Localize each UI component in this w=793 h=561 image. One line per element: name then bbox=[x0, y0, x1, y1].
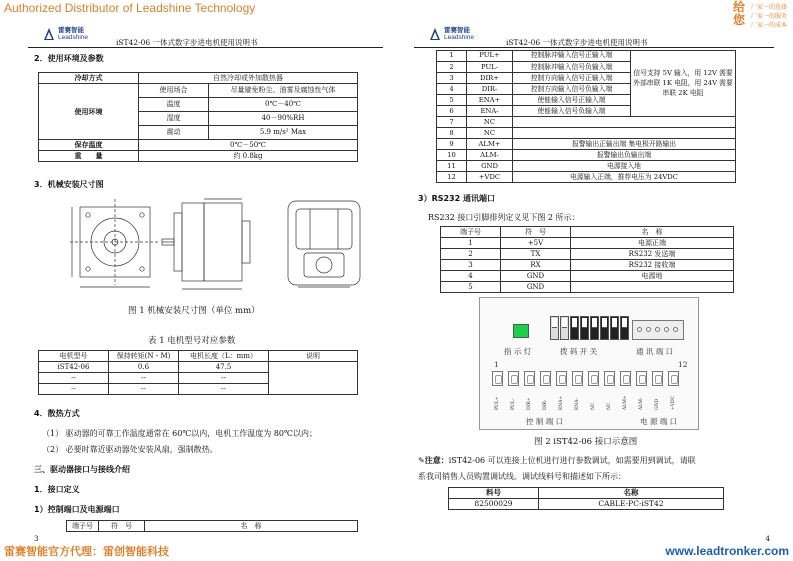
table-cell: +5V bbox=[501, 238, 571, 249]
env-label: 使用环境 bbox=[39, 84, 139, 140]
terminal-pin-label: ALM- bbox=[639, 397, 644, 410]
table-cell: 12 bbox=[437, 171, 467, 182]
table-cell: 3 bbox=[441, 260, 501, 271]
terminal-pin bbox=[588, 371, 599, 386]
motor-table bbox=[38, 350, 358, 395]
table-cell: ENA+ bbox=[467, 94, 513, 105]
cable-table bbox=[448, 487, 724, 510]
env-label: 保存温度 bbox=[39, 140, 139, 151]
env-label: 冷却方式 bbox=[39, 73, 139, 84]
terminal-pin bbox=[492, 371, 503, 386]
env-key: 震动 bbox=[139, 126, 209, 140]
terminal-pin-label: NC bbox=[591, 402, 596, 410]
side-logo-big: 给您 bbox=[733, 0, 746, 27]
note-icon: ✎ bbox=[418, 456, 425, 465]
terminal-pin-label: NC bbox=[607, 402, 612, 410]
table-cell: ALM+ bbox=[467, 138, 513, 149]
table-cell: 1 bbox=[437, 51, 467, 62]
terminal-pin-label: PUL+ bbox=[495, 396, 500, 410]
table-cell: PUL+ bbox=[467, 51, 513, 62]
comm-port bbox=[632, 320, 684, 340]
figure-caption: 图 1 机械安装尺寸图（单位 mm） bbox=[128, 306, 260, 316]
terminal-pin bbox=[604, 371, 615, 386]
dip-switch-knob bbox=[582, 318, 587, 328]
env-value: 0℃－50℃ bbox=[139, 140, 358, 151]
table-cell: DIR+ bbox=[467, 72, 513, 83]
dip-switch bbox=[620, 316, 629, 340]
env-label: 重 量 bbox=[39, 151, 139, 162]
page-3 bbox=[28, 0, 383, 543]
control-port-table bbox=[436, 50, 736, 183]
table-cell: GND bbox=[467, 160, 513, 171]
table-cell: 5 bbox=[441, 282, 501, 293]
table-cell: -- bbox=[39, 373, 109, 384]
heat-item: （2） 必要时靠近驱动器处安装风扇，强制散热。 bbox=[42, 445, 218, 454]
website-link[interactable]: www.leadtronker.com bbox=[665, 544, 789, 558]
dip-switch bbox=[580, 316, 589, 340]
table-header-cell: 电机长度（L：mm） bbox=[179, 351, 269, 362]
leadshine-logo bbox=[428, 24, 488, 46]
leadshine-logo bbox=[42, 24, 102, 46]
table-cell: 2 bbox=[441, 249, 501, 260]
terminal-pin bbox=[668, 371, 679, 386]
section-heading: 4．散热方式 bbox=[34, 409, 80, 418]
env-key: 温度 bbox=[139, 98, 209, 112]
section-heading: 3．机械安装尺寸图 bbox=[34, 180, 104, 189]
terminal-pin-label: PUL- bbox=[511, 398, 516, 410]
side-logo-line: 厂家一的成本 bbox=[751, 22, 788, 29]
table-cell: 电源地 bbox=[571, 271, 734, 282]
table-cell: ALM- bbox=[467, 149, 513, 160]
table-cell: iST42-06 bbox=[39, 362, 109, 373]
table-header-cell: 电机型号 bbox=[39, 351, 109, 362]
table-cell: 使能输入信号正输入端 bbox=[513, 94, 631, 105]
env-value: 约 0.8kg bbox=[139, 151, 358, 162]
agent-banner: 雷赛智能官方代理：雷创智能科技 bbox=[4, 545, 169, 558]
page-number: 3 bbox=[34, 535, 39, 543]
table-cell: 5 bbox=[437, 94, 467, 105]
dip-switch-knob bbox=[552, 318, 557, 328]
env-value: 尽量避免粉尘、油雾及腐蚀性气体 bbox=[209, 84, 358, 98]
table-cell: -- bbox=[39, 384, 109, 395]
table-cell: -- bbox=[109, 373, 179, 384]
leadshine-mark-icon bbox=[42, 26, 56, 42]
rs232-table bbox=[440, 226, 734, 293]
table-header-cell: 保持转矩(N・M) bbox=[109, 351, 179, 362]
table-cell: 控制方向输入信号负输入端 bbox=[513, 83, 631, 94]
page-header bbox=[414, 24, 774, 48]
terminal-pin-label: +VDC bbox=[671, 395, 676, 410]
dip-switch-knob bbox=[562, 318, 567, 328]
terminal-pin-label: DIR+ bbox=[527, 397, 532, 410]
env-value: 5.9 m/s² Max bbox=[209, 126, 358, 140]
table-cell: RS232 发送端 bbox=[571, 249, 734, 260]
terminal-number: 1 bbox=[494, 360, 499, 369]
table-header-cell: 料号 bbox=[449, 488, 539, 499]
terminal-pin bbox=[652, 371, 663, 386]
table-cell: 8 bbox=[437, 127, 467, 138]
table-header-cell: 名 称 bbox=[571, 227, 734, 238]
table-cell: 控制脉冲输入信号负输入端 bbox=[513, 61, 631, 72]
dip-switch-knob bbox=[622, 318, 627, 328]
terminal-pin bbox=[540, 371, 551, 386]
note-label: 注意： bbox=[424, 456, 449, 465]
interface-diagram bbox=[479, 297, 699, 430]
leadshine-mark-icon bbox=[428, 26, 442, 42]
table-cell: GND bbox=[501, 271, 571, 282]
table-cell: 82500029 bbox=[449, 499, 539, 510]
table-header-cell: 端子号 bbox=[441, 227, 501, 238]
table-cell: 0.6 bbox=[109, 362, 179, 373]
dip-switch bbox=[610, 316, 619, 340]
table-cell: ENA- bbox=[467, 105, 513, 116]
brand-cn: 雷赛智能 bbox=[58, 26, 84, 34]
dip-switch bbox=[590, 316, 599, 340]
figure-caption: 图 2 iST42-06 接口示意图 bbox=[534, 437, 638, 447]
table-cell: 4 bbox=[441, 271, 501, 282]
env-value: 自然冷却或外加散热器 bbox=[139, 73, 358, 84]
manual-title: iST42-06 一体式数字步进电机使用说明书 bbox=[506, 38, 648, 47]
table-header-cell: 符 号 bbox=[501, 227, 571, 238]
diagram-label: 拨 码 开 关 bbox=[560, 347, 598, 356]
note-text: 系我司销售人员购置调试线。调试线料号和描述如下所示： bbox=[418, 472, 626, 481]
terminal-pin-label: GND bbox=[655, 398, 660, 410]
table-cell: +VDC bbox=[467, 171, 513, 182]
table-cell: RX bbox=[501, 260, 571, 271]
table-cell: -- bbox=[179, 384, 269, 395]
terminal-pin bbox=[524, 371, 535, 386]
table-cell: RS232 接收端 bbox=[571, 260, 734, 271]
page-header bbox=[28, 24, 383, 48]
page-4 bbox=[414, 0, 774, 543]
table-cell: 报警输出负输出端 bbox=[513, 149, 736, 160]
table-cell: -- bbox=[109, 384, 179, 395]
dip-switch bbox=[550, 316, 559, 340]
table-cell: 11 bbox=[437, 160, 467, 171]
diagram-label: 指 示 灯 bbox=[504, 347, 532, 356]
brand-en: Leadshine bbox=[444, 34, 474, 41]
side-logo-line: 厂家一的选择 bbox=[751, 4, 788, 11]
table-caption: 表 1 电机型号对应参数 bbox=[148, 336, 236, 346]
side-logo-line: 厂家一的服务 bbox=[751, 13, 788, 20]
table-cell: 电源正端 bbox=[571, 238, 734, 249]
table-cell: DIR- bbox=[467, 83, 513, 94]
terminal-pin-label: ALM+ bbox=[623, 395, 628, 410]
port-table-header bbox=[66, 520, 358, 532]
table-cell bbox=[571, 282, 734, 293]
section-heading: 1．接口定义 bbox=[34, 485, 80, 494]
terminal-pin bbox=[556, 371, 567, 386]
page-number: 4 bbox=[765, 535, 770, 543]
chapter-heading: 三、驱动器接口与接线介绍 bbox=[34, 465, 130, 474]
brand-en: Leadshine bbox=[58, 34, 88, 41]
table-header-cell: 说明 bbox=[269, 351, 358, 362]
table-cell: 1 bbox=[441, 238, 501, 249]
table-cell: 10 bbox=[437, 149, 467, 160]
table-cell: 电源输入正端，推荐电压为 24VDC bbox=[513, 171, 736, 182]
table-cell: PUL- bbox=[467, 61, 513, 72]
table-header-cell: 端子号 bbox=[67, 521, 99, 532]
table-cell: 报警输出正输出端 集电极开路输出 bbox=[513, 138, 736, 149]
table-cell: CABLE-PC-iST42 bbox=[539, 499, 724, 510]
table-cell: NC bbox=[467, 127, 513, 138]
table-cell: 6 bbox=[437, 105, 467, 116]
table-cell: 2 bbox=[437, 61, 467, 72]
table-cell: 9 bbox=[437, 138, 467, 149]
env-key: 使用场合 bbox=[139, 84, 209, 98]
table-cell: 控制方向输入信号正输入端 bbox=[513, 72, 631, 83]
table-cell: 7 bbox=[437, 116, 467, 127]
dip-switch-knob bbox=[612, 318, 617, 328]
env-value: 40－90%RH bbox=[209, 112, 358, 126]
mechanical-drawing bbox=[66, 195, 366, 297]
terminal-pin bbox=[636, 371, 647, 386]
terminal-number: 12 bbox=[678, 360, 688, 369]
table-header-cell: 名称 bbox=[539, 488, 724, 499]
dip-switch-knob bbox=[572, 318, 577, 328]
terminal-pin bbox=[620, 371, 631, 386]
dip-switch bbox=[600, 316, 609, 340]
table-cell bbox=[513, 116, 736, 127]
env-table bbox=[38, 72, 358, 162]
table-cell: 3 bbox=[437, 72, 467, 83]
diagram-label: 控 制 端 口 bbox=[526, 417, 564, 426]
note-text: iST42-06 可以连接上位机进行进行参数调试，如需要用到调试，请联 bbox=[448, 456, 696, 465]
table-cell: 47.5 bbox=[179, 362, 269, 373]
paragraph: RS232 接口引脚排列定义见下图 2 所示： bbox=[428, 213, 580, 222]
table-cell: 电源接入地 bbox=[513, 160, 736, 171]
table-cell: GND bbox=[501, 282, 571, 293]
table-cell: 使能输入信号负输入端 bbox=[513, 105, 631, 116]
table-cell bbox=[513, 127, 736, 138]
env-key: 湿度 bbox=[139, 112, 209, 126]
section-heading: 3）RS232 通讯端口 bbox=[418, 194, 495, 203]
table-cell: 控制脉冲输入信号正输入端 bbox=[513, 51, 631, 62]
heat-item: （1） 驱动器的可靠工作温度通常在 60℃以内，电机工作温度为 80℃以内； bbox=[42, 429, 317, 438]
terminal-pin bbox=[572, 371, 583, 386]
terminal-pin-label: DIR- bbox=[543, 399, 548, 410]
terminal-pin-label: ENA+ bbox=[559, 395, 564, 410]
env-value: 0℃－40℃ bbox=[209, 98, 358, 112]
manual-title: iST42-06 一体式数字步进电机使用说明书 bbox=[116, 38, 258, 47]
note-paragraph bbox=[418, 455, 696, 466]
table-cell: NC bbox=[467, 116, 513, 127]
dip-switch-knob bbox=[592, 318, 597, 328]
section-heading: 2．使用环境及参数 bbox=[34, 54, 104, 63]
indicator-led bbox=[513, 324, 529, 338]
table-cell: -- bbox=[179, 373, 269, 384]
table-header-cell: 符 号 bbox=[99, 521, 145, 532]
table-header-cell: 名 称 bbox=[145, 521, 358, 532]
terminal-pin-label: ENA- bbox=[575, 398, 580, 410]
distributor-banner: Authorized Distributor of Leadshine Technology bbox=[4, 1, 256, 15]
signal-note: 信号支持 5V 输入，用 12V 需要外部串联 1K 电阻，用 24V 需要串联 2K 电阻 bbox=[631, 51, 736, 117]
dip-switch bbox=[560, 316, 569, 340]
dip-switch bbox=[570, 316, 579, 340]
dip-switch-knob bbox=[602, 318, 607, 328]
table-cell: TX bbox=[501, 249, 571, 260]
table-cell bbox=[269, 362, 358, 395]
diagram-label: 通 讯 端 口 bbox=[636, 347, 674, 356]
table-cell: 4 bbox=[437, 83, 467, 94]
section-heading: 1）控制端口及电源端口 bbox=[34, 505, 120, 514]
diagram-label: 电 源 端 口 bbox=[640, 417, 678, 426]
brand-cn: 雷赛智能 bbox=[444, 26, 470, 34]
terminal-pin bbox=[508, 371, 519, 386]
